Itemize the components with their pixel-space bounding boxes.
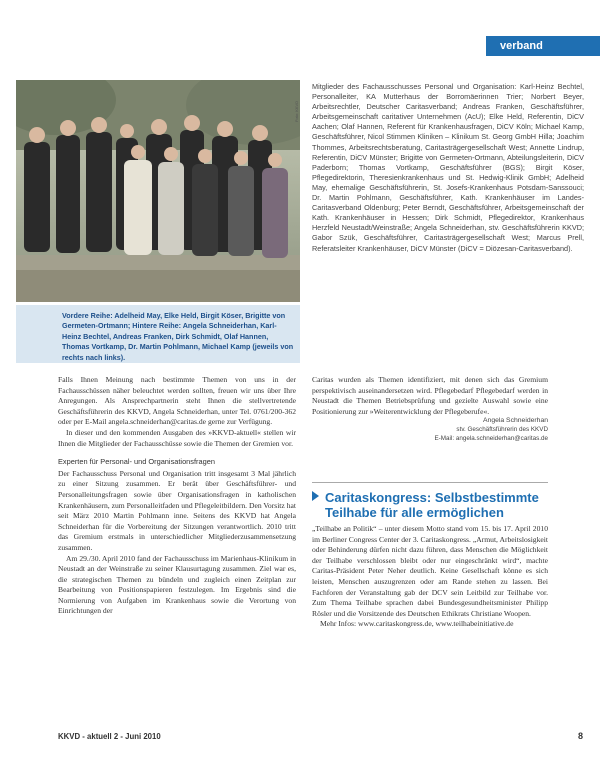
headline-line2: Teilhabe für alle ermöglichen <box>325 505 504 520</box>
committee-members-text: Mitglieder des Fachausschusses Personal und Organisation: Karl-Heinz Bechtel, Personalleiter, KA Mutterhaus der Borromäerinnen Trier; Norbert Beyer, Arbeitsrechtler, Deutscher Caritasverband; Andreas Franken, Geschäftsführer, Arbeitsgemeinschaft caritativer Unternehmen (AcU); Elke Held, Referentin, DiCV Aachen; Olaf Hannen, Referent für Krankenhausfragen, DiCV Köln; Michael Kamp, Geschäftsführer, Nicol Stimmen Kliniken – Klinikum St. Georg GmbH Hilla; Joachim Thommes, Arbeitsrechtsberatung, Caritasträgergesellschaft West; Annette Lindrup, Referentin, DiCV Münster; Brigitte von Germeten-Ortmann, Abteilungsleiterin, DiCV Paderborn; Thomas Vortkamp, Geschäftsführer (BGS); Birgit Köser, Pflegedirektorin, Theresienkrankenhaus und St. Hedwig-Klinik GmbH; Adelheid May, ehemalige Geschäftsführerin, St. Josefs-Krankenhaus Potsdam-Sanssouci; Dr. Martin Pohlmann, Geschäftsführer, Kath. Krankenhäuser im Landes-Caritasverband Oldenburg; Peter Berndt, Geschäftsführer, Arbeitsgemeinschaft der Kath. Krankenhäuser in Hessen; Dirk Schmidt, Pflegedirektor, Krankenhaus Herzfeld Neustadt/Weinstraße; Angela Schneiderhan, stv. Geschäftsführerin KKVD; Gabor Szük, Geschäftsführer, Caritasträgergesellschaft West; Marcus Prell, Referatsleiter Krankenhäuser, DiCV Münster (DiCV = Diözesan-Caritasverband). <box>312 82 584 253</box>
congress-article-body <box>312 524 548 630</box>
congress-paragraph: „Teilhabe an Politik“ – unter diesem Motto stand vom 15. bis 17. April 2010 im Berliner Congress Center der 3. Caritaskongress. „Armut, Arbeitslosigkeit oder Behinderung dürfen nicht dazu führen, dass Menschen die Möglichkeit der Teilhabe verschlossen bleibt oder nur eingeschränkt wird“, machte Caritas-Präsident Peter Neher deutlich. Keine Gesellschaft könne es sich leisten, Menschen auszugrenzen oder am Rande stehen zu lassen. Bei Fachforen der Veranstaltung gab der DCV sein Leitbild zur Teilhabe vor. Zum Thema Teilhabe sprachen dabei Bundesgesundheitsminister Philipp Rösler und die Vorsitzende des Deutschen Ethikrats Christiane Woopen. <box>312 524 548 618</box>
footer-issue: KKVD - aktuell 2 - Juni 2010 <box>58 732 161 741</box>
left-paragraph: Der Fachausschuss Personal und Organisation tritt insgesamt 3 Mal jährlich zu einer Sitzung zusammen. Er berät über Geschäftsführer- und Personalleitungsfragen sowie über Organisationsfragen in katholischen Krankenhäusern, zum Personalleitfaden und Pflegeleitbildern. Den Vorsitz hat seit März 2010 Martin Pohlmann inne. Seitens des KKVD hat Angela Schneiderhan für die Vorbereitung der Sitzungen verantwortlich. 2010 tritt das Gremium erstmals in unterschiedlicher Mitgliederzusammensetzung zusammen. <box>58 468 296 552</box>
photo-caption: Vordere Reihe: Adelheid May, Elke Held, Birgit Köser, Brigitte von Germeten-Ortmann; Hintere Reihe: Angela Schneiderhan, Karl-Heinz Bechtel, Andreas Franken, Dirk Schmidt, Olaf Hannen, Thomas Vortkamp, Dr. Martin Pohlmann, Michael Kamp (jeweils von rechts nach links). <box>16 305 300 363</box>
signature-email: E-Mail: angela.schneiderhan@caritas.de <box>434 434 548 442</box>
left-paragraph: In dieser und den kommenden Ausgaben des »KKVD-aktuell« stellen wir Ihnen die Mitglieder der Fachausschüsse sowie die Themen der Gremien vor. <box>58 427 296 448</box>
right-article-column <box>312 375 548 443</box>
photo-credit: Foto: KKVD <box>294 100 299 122</box>
headline-line1: Caritaskongress: Selbstbestimmte <box>325 490 539 505</box>
arrow-icon <box>312 491 319 501</box>
signature-role: stv. Geschäftsführerin des KKVD <box>456 425 548 433</box>
section-tag: verband <box>486 36 600 56</box>
right-paragraph: Caritas wurden als Themen identifiziert, mit denen sich das Gremium perspektivisch auseinandersetzen wird. Pflegebedarf Pflegebedarf werden in Neustadt die Themen Betriebsprüfung und gezielte Auswahl sowie eine Positionierung zur »Weiterentwicklung der Pflegeberufe«. <box>312 375 548 416</box>
congress-more-info: Mehr Infos: www.caritaskongress.de, www.teilhabeinitiative.de <box>320 619 514 629</box>
left-article-column <box>58 375 296 617</box>
signature-block <box>312 417 548 443</box>
group-photo <box>16 80 300 302</box>
signature-name: Angela Schneiderhan <box>483 417 548 425</box>
article-headline <box>312 490 572 520</box>
left-paragraph: Falls Ihnen Meinung nach bestimmte Themen von uns in der Fachausschüssen näher beleuchtet werden sollten, freuen wir uns über Ihre Anregungen. Als Ansprechpartnerin steht Ihnen die stellvertretende Geschäftsführerin des KKVD, Angela Schneiderhan, unter Tel. 0761/200-362 oder per E-Mail angela.schneiderhan@caritas.de gerne zur Verfügung. <box>58 375 296 427</box>
subheading: Experten für Personal- und Organisationsfragen <box>58 457 215 467</box>
section-divider <box>312 482 548 483</box>
page-number: 8 <box>578 731 584 741</box>
left-paragraph: Am 29./30. April 2010 fand der Fachausschuss im Marienhaus-Klinikum in Neustadt an der Weinstraße zu seiner Klausurtagung zusammen. Ziel war es, die strategischen Themen zu bündeln und zugleich einen Zeitplan zur Bearbeitung von Positionspapieren festzulegen. Im Ergebnis sind die Normierung von Aufgaben im Krankenhaus sowie die Verortung von Einrichtungen der <box>58 553 296 616</box>
